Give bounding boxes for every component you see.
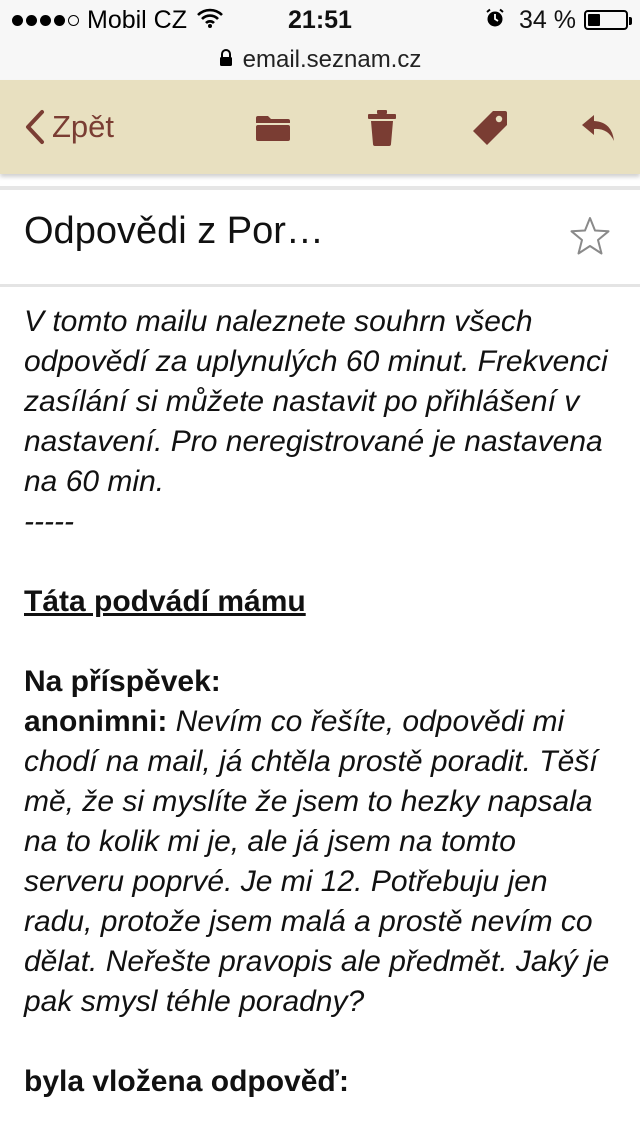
tag-icon[interactable]	[468, 106, 512, 150]
battery-tip	[629, 17, 632, 25]
back-label: Zpět	[52, 109, 115, 144]
url-bar[interactable]	[0, 40, 640, 80]
thread-title-link[interactable]: Táta podvádí mámu	[24, 585, 306, 618]
subject-row	[0, 190, 640, 287]
battery-icon	[584, 10, 628, 30]
separator: -----	[24, 505, 74, 538]
spacer	[24, 1022, 624, 1062]
spacer	[24, 622, 624, 662]
lock-icon	[219, 46, 233, 74]
reply-label: byla vložena odpověď:	[24, 1065, 349, 1098]
spacer	[24, 542, 624, 582]
back-button[interactable]	[24, 104, 114, 150]
carrier-name: Mobil CZ	[87, 5, 188, 34]
mail-toolbar	[0, 80, 640, 174]
status-bar	[0, 0, 640, 40]
alarm-icon	[485, 6, 505, 35]
battery-fill	[588, 14, 600, 26]
email-subject: Odpovědi z Por…	[24, 210, 324, 252]
folder-icon[interactable]	[251, 106, 295, 150]
reply-icon[interactable]	[576, 106, 620, 150]
email-body	[24, 302, 624, 1102]
battery-percent: 34 %	[519, 5, 576, 34]
on-post-label: Na příspěvek:	[24, 665, 221, 698]
star-icon[interactable]	[570, 216, 610, 261]
status-right	[485, 6, 628, 34]
email-intro: V tomto mailu naleznete souhrn všech odpovědí za uplynulých 60 minut. Frekvenci zasílání si můžete nastavit po přihlášení v nastavení. Pro neregistrované je nastavena na 60 min.	[24, 305, 608, 498]
chevron-left-icon	[24, 109, 46, 145]
url-domain: email.seznam.cz	[242, 46, 422, 73]
comment-text: Nevím co řešíte, odpovědi mi chodí na mail, já chtěla prostě poradit. Těší mě, že si myslíte že jsem to hezky napsala na to kolik mi je, ale já jsem na tomto serveru poprvé. Je mi 12. Potřebuju jen radu, protože jsem malá a prostě nevím co dělat. Neřešte pravopis ale předmět. Jaký je pak smysl téhle poradny?	[24, 705, 610, 1018]
trash-icon[interactable]	[360, 106, 404, 150]
comment-author: anonimni:	[24, 705, 168, 738]
clock: 21:51	[288, 6, 352, 34]
